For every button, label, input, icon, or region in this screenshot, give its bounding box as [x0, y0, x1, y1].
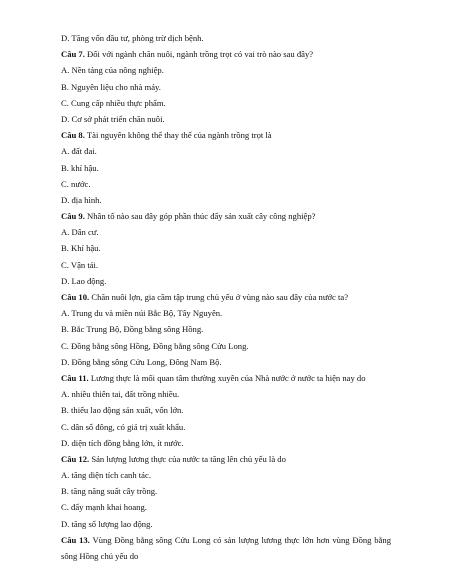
answer-option: A. tăng diện tích canh tác. [61, 470, 151, 481]
answer-option: D. Cơ sở phát triển chăn nuôi. [61, 113, 165, 124]
question-line [61, 46, 391, 62]
answer-option: B. Nguyên liệu cho nhà máy. [61, 81, 161, 92]
question-line [61, 370, 391, 386]
answer-option: D. tăng số lượng lao động. [61, 518, 153, 529]
question-number: Câu 9. [61, 211, 85, 222]
answer-option: C. Cung cấp nhiều thực phẩm. [61, 97, 166, 108]
question-number: Câu 8. [61, 130, 85, 141]
question-number: Câu 7. [61, 49, 85, 60]
answer-option: A. Trung du và miền núi Bắc Bộ, Tây Nguyên. [61, 308, 223, 319]
answer-option: A. đất đai. [61, 146, 97, 157]
question-text: Sản lượng lương thực của nước ta tăng lên chủ yếu là do [89, 453, 286, 464]
answer-option: B. thiếu lao động sản xuất, vốn lớn. [61, 405, 184, 416]
question-text: Lương thực là mối quan tâm thường xuyên của Nhà nước ở nước ta hiện nay do [88, 372, 366, 383]
answer-option: D. Tăng vốn đầu tư, phòng trừ dịch bệnh. [61, 33, 204, 43]
answer-option: A. nhiều thiên tai, đất trồng nhiều. [61, 389, 180, 400]
question-text: Nhân tố nào sau đây góp phần thúc đẩy sản xuất cây công nghiệp? [84, 211, 316, 222]
answer-option: D. Đồng bằng sông Cửu Long, Đông Nam Bộ. [61, 356, 222, 367]
answer-option: B. Bắc Trung Bộ, Đồng bằng sông Hồng. [61, 324, 204, 335]
answer-option: D. diện tích đồng bằng lớn, ít nước. [61, 437, 184, 448]
document-page [61, 30, 391, 564]
question-text: Vùng Đồng bằng sông Cửu Long có sản lượng lương thực lớn hơn vùng Đồng bằng sông Hồng chủ yếu do [61, 534, 391, 562]
answer-option: A. Nền tảng của nông nghiệp. [61, 65, 164, 76]
question-number: Câu 12. [61, 453, 90, 464]
answer-option: C. dân số đông, có giá trị xuất khẩu. [61, 421, 186, 432]
question-line [61, 208, 391, 224]
question-number: Câu 11. [61, 372, 89, 383]
answer-option: C. Vận tải. [61, 259, 99, 270]
question-line [61, 532, 391, 564]
answer-option: D. địa hình. [61, 194, 102, 205]
question-line [61, 289, 391, 305]
answer-option: B. khí hậu. [61, 162, 99, 173]
answer-option: D. Lao động. [61, 275, 107, 286]
question-text: Tài nguyên không thể thay thế của ngành trồng trọt là [84, 130, 272, 141]
answer-option: C. nước. [61, 178, 91, 189]
question-line [61, 451, 391, 467]
answer-option: A. Dân cư. [61, 227, 99, 238]
answer-option: C. Đồng bằng sông Hồng, Đồng bằng sông Cửu Long. [61, 340, 249, 351]
question-number: Câu 10. [61, 292, 90, 302]
question-text: Đối với ngành chăn nuôi, ngành trồng trọt có vai trò nào sau đây? [84, 49, 314, 60]
answer-option: C. đẩy mạnh khai hoang. [61, 502, 147, 513]
question-text: Chăn nuôi lợn, gia cầm tập trung chủ yếu ở vùng nào sau đây của nước ta? [89, 292, 349, 302]
answer-option: B. tăng năng suất cây trồng. [61, 486, 158, 497]
question-line [61, 127, 391, 143]
question-number: Câu 13. [61, 534, 90, 545]
answer-option: B. Khí hậu. [61, 243, 101, 254]
